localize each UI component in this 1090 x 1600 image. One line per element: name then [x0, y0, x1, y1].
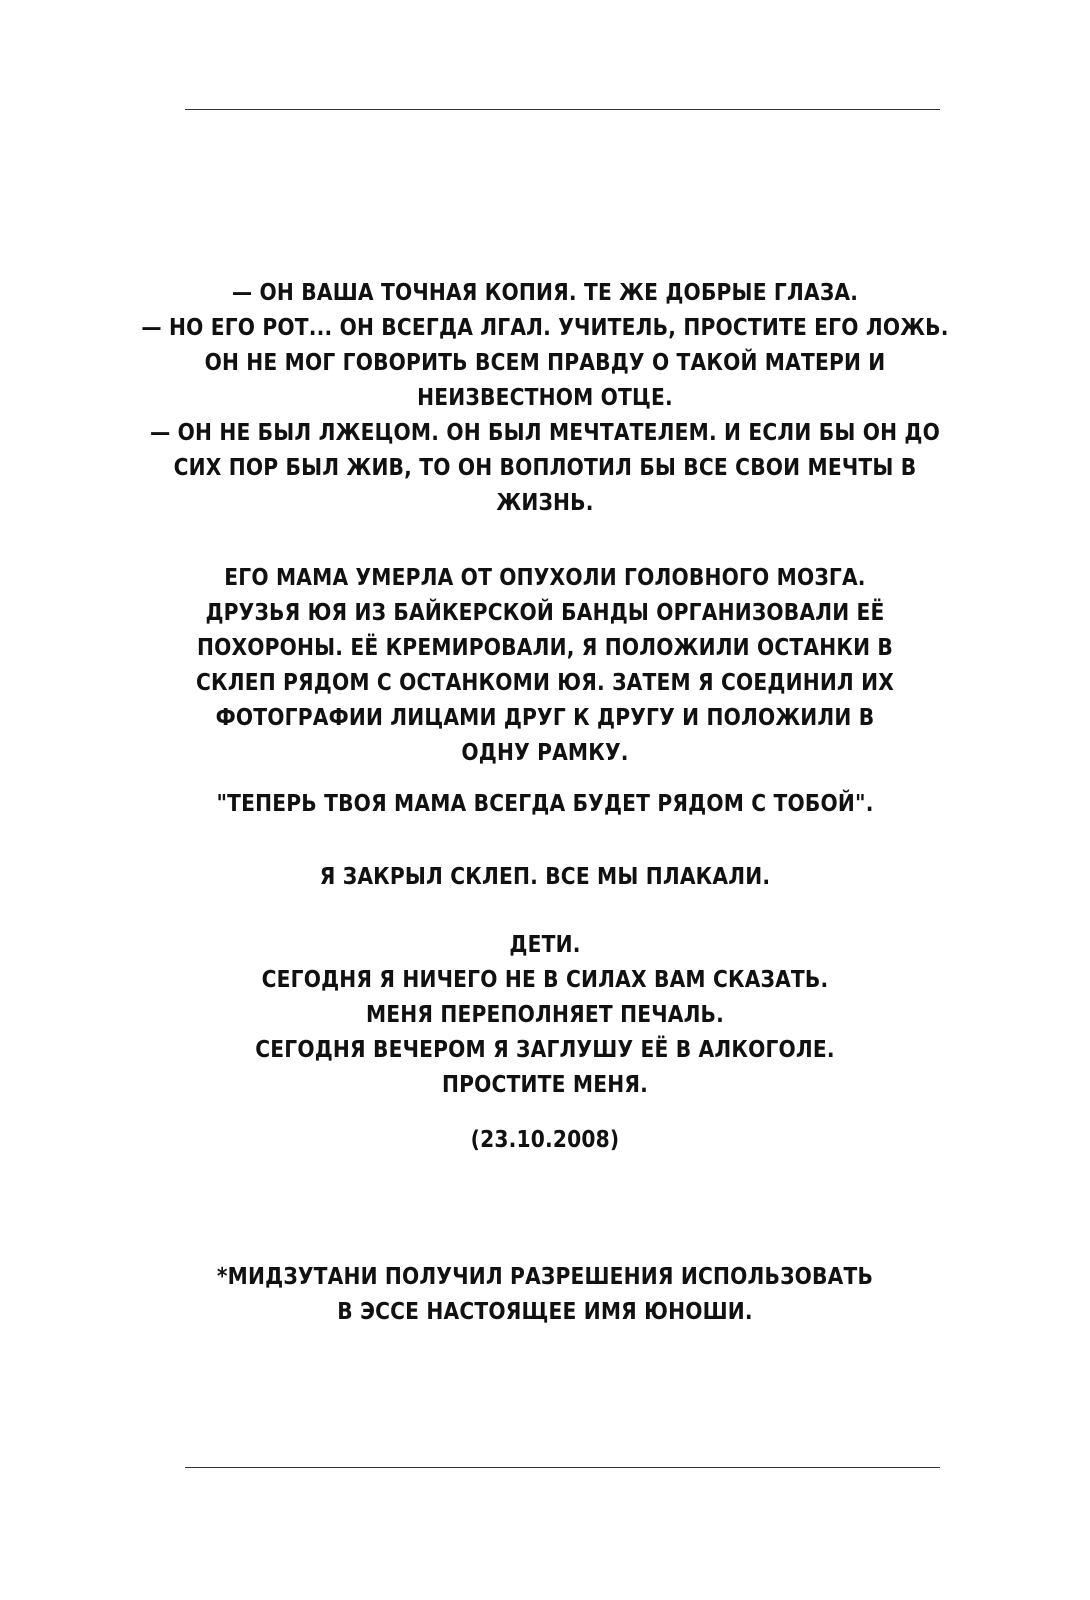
mother-paragraph [101, 561, 990, 771]
text-line: ОН НЕ МОГ ГОВОРИТЬ ВСЕМ ПРАВДУ О ТАКОЙ МАТЕРИ И [204, 350, 886, 376]
text-line: Я ЗАКРЫЛ СКЛЕП. ВСЕ МЫ ПЛАКАЛИ. [319, 864, 771, 890]
footnote-paragraph [101, 1260, 990, 1330]
text-line: ПОХОРОНЫ. ЕЁ КРЕМИРОВАЛИ, Я ПОЛОЖИЛИ ОСТАНКИ В [196, 635, 894, 661]
text-line: СЕГОДНЯ Я НИЧЕГО НЕ В СИЛАХ ВАМ СКАЗАТЬ. [261, 967, 829, 993]
text-line: ЖИЗНЬ. [496, 490, 594, 516]
text-line: ОДНУ РАМКУ. [461, 740, 629, 766]
text-line: "ТЕПЕРЬ ТВОЯ МАМА ВСЕГДА БУДЕТ РЯДОМ С ТОБОЙ". [216, 791, 874, 817]
quote-paragraph [101, 787, 990, 822]
text-line: *МИДЗУТАНИ ПОЛУЧИЛ РАЗРЕШЕНИЯ ИСПОЛЬЗОВАТЬ [216, 1264, 874, 1290]
dialogue-paragraph [101, 276, 990, 521]
text-line: — НО ЕГО РОТ... ОН ВСЕГДА ЛГАЛ. УЧИТЕЛЬ, ПРОСТИТЕ ЕГО ЛОЖЬ. [141, 315, 949, 341]
text-line: — ОН ВАША ТОЧНАЯ КОПИЯ. ТЕ ЖЕ ДОБРЫЕ ГЛАЗА. [231, 280, 859, 306]
text-line: ПРОСТИТЕ МЕНЯ. [442, 1072, 648, 1098]
text-line: ДЕТИ. [509, 932, 581, 958]
text-line: ЕГО МАМА УМЕРЛА ОТ ОПУХОЛИ ГОЛОВНОГО МОЗГА. [224, 565, 866, 591]
text-line: — ОН НЕ БЫЛ ЛЖЕЦОМ. ОН БЫЛ МЕЧТАТЕЛЕМ. И ЕСЛИ БЫ ОН ДО [149, 420, 941, 446]
closed-paragraph [101, 860, 990, 895]
date-text: (23.10.2008) [470, 1127, 620, 1153]
top-divider [185, 109, 940, 110]
text-line: СЕГОДНЯ ВЕЧЕРОМ Я ЗАГЛУШУ ЕЁ В АЛКОГОЛЕ. [255, 1037, 835, 1063]
text-line: НЕИЗВЕСТНОМ ОТЦЕ. [417, 385, 673, 411]
text-line: МЕНЯ ПЕРЕПОЛНЯЕТ ПЕЧАЛЬ. [365, 1002, 725, 1028]
text-line: В ЭССЕ НАСТОЯЩЕЕ ИМЯ ЮНОШИ. [337, 1299, 753, 1325]
text-line: ДРУЗЬЯ ЮЯ ИЗ БАЙКЕРСКОЙ БАНДЫ ОРГАНИЗОВАЛИ ЕЁ [205, 600, 885, 626]
bottom-divider [185, 1467, 940, 1468]
text-line: ФОТОГРАФИИ ЛИЦАМИ ДРУГ К ДРУГУ И ПОЛОЖИЛИ В [215, 705, 875, 731]
text-line: СКЛЕП РЯДОМ С ОСТАНКОМИ ЮЯ. ЗАТЕМ Я СОЕДИНИЛ ИХ [195, 670, 895, 696]
children-paragraph [101, 928, 990, 1103]
text-line: СИХ ПОР БЫЛ ЖИВ, ТО ОН ВОПЛОТИЛ БЫ ВСЕ СВОИ МЕЧТЫ В [173, 455, 917, 481]
date-paragraph [101, 1123, 990, 1158]
